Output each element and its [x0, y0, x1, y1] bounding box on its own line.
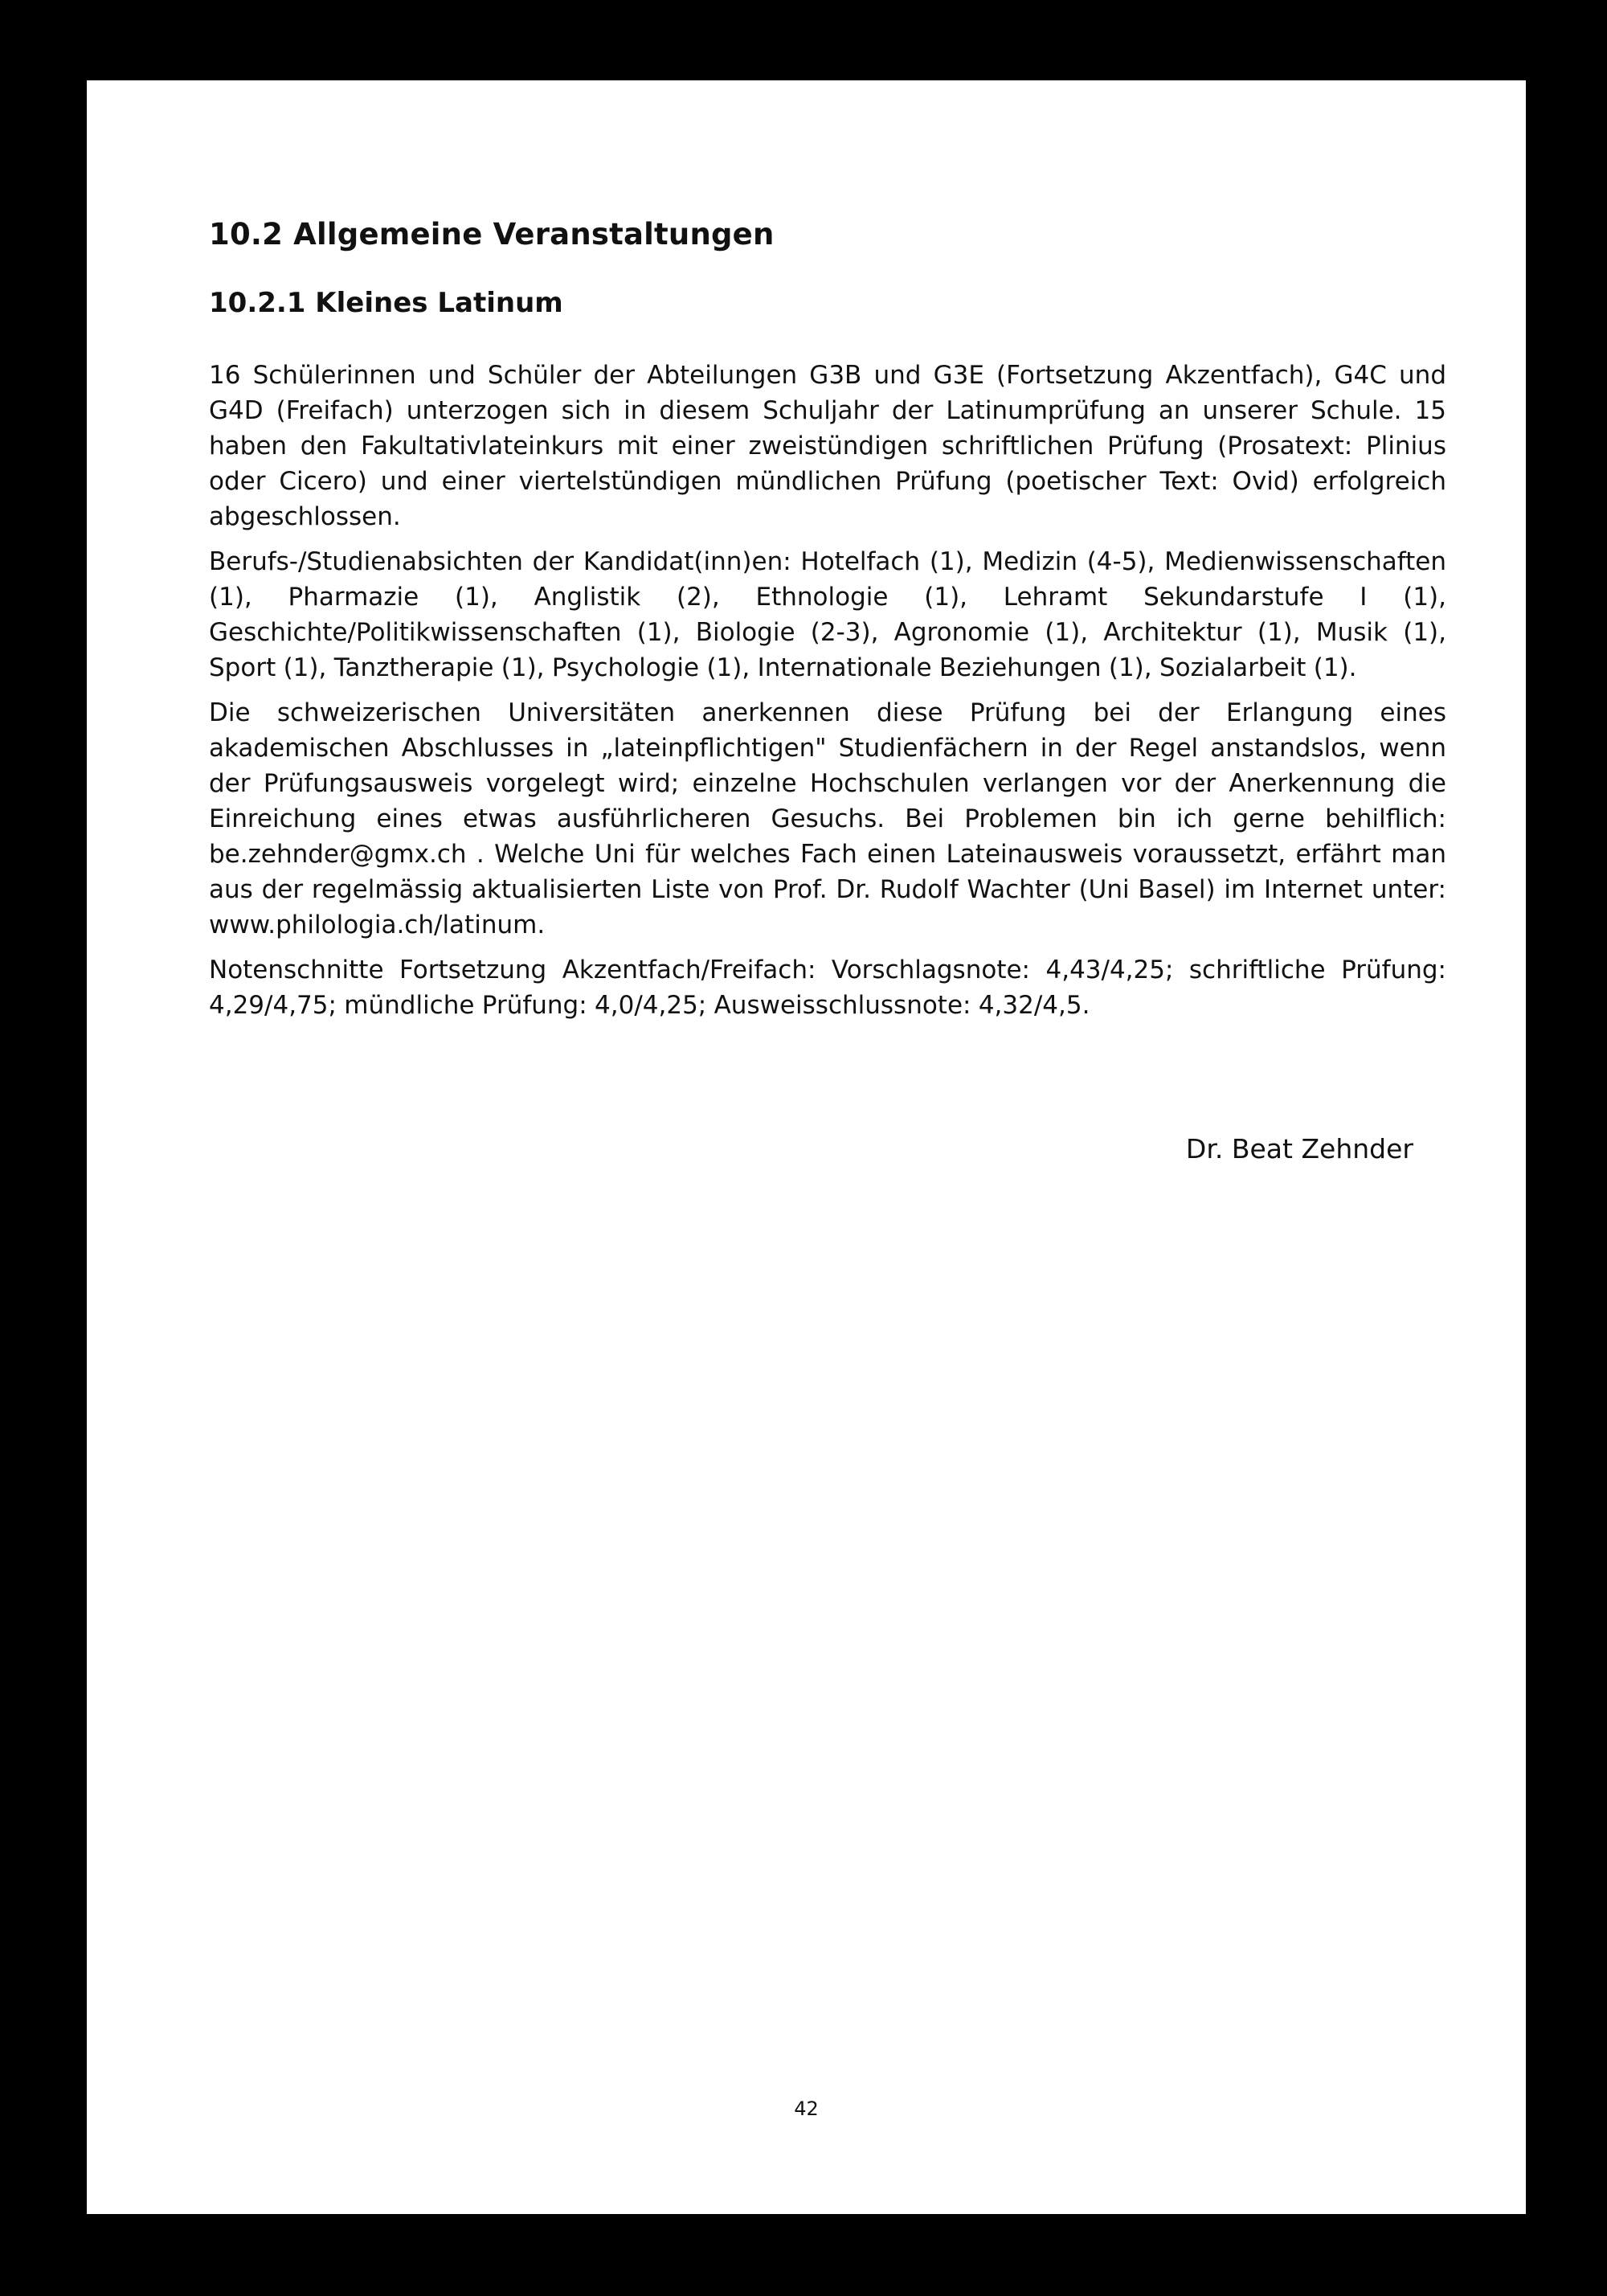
paragraph-recognition: Die schweizerischen Universitäten anerkennen diese Prüfung bei der Erlangung eines akademischen Abschlusses in „lateinpflichtigen" Studienfächern in der Regel anstandslos, wenn der Prüfungsausweis vorgelegt wird; einzelne Hochschulen verlangen vor der Anerkennung die Einreichung eines etwas ausführlicheren Gesuchs. Bei Problemen bin ich gerne behilflich: be.zehnder@gmx.ch . Welche Uni für welches Fach einen Lateinausweis voraussetzt, erfährt man aus der regelmässig aktualisierten Liste von Prof. Dr. Rudolf Wachter (Uni Basel) im Internet unter: www.philologia.ch/latinum.	[209, 698, 1446, 939]
page-number: 42	[794, 2098, 819, 2120]
author-signature: Dr. Beat Zehnder	[1185, 1133, 1413, 1164]
paragraph-grade-averages: Notenschnitte Fortsetzung Akzentfach/Freifach: Vorschlagsnote: 4,43/4,25; schriftliche Prüfung: 4,29/4,75; mündliche Prüfung: 4,0/4,25; Ausweisschlussnote: 4,32/4,5.	[209, 956, 1446, 1020]
subsection-heading: 10.2.1 Kleines Latinum	[209, 287, 563, 319]
paragraph-career-plans: Berufs-/Studienabsichten der Kandidat(inn)en: Hotelfach (1), Medizin (4-5), Medienwissenschaften (1), Pharmazie (1), Anglistik (2), Ethnologie (1), Lehramt Sekundarstufe I (1), Geschichte/Politikwissenschaften (1), Biologie (2-3), Agronomie (1), Architektur (1), Musik (1), Sport (1), Tanztherapie (1), Psychologie (1), Internationale Beziehungen (1), Sozialarbeit (1).	[209, 547, 1446, 682]
document-page	[87, 80, 1526, 2214]
page-content	[209, 217, 1446, 1033]
section-heading: 10.2 Allgemeine Veranstaltungen	[209, 217, 775, 252]
paragraph-exam-summary: 16 Schülerinnen und Schüler der Abteilungen G3B und G3E (Fortsetzung Akzentfach), G4C und G4D (Freifach) unterzogen sich in diesem Schuljahr der Latinumprüfung an unserer Schule. 15 haben den Fakultativlateinkurs mit einer zweistündigen schriftlichen Prüfung (Prosatext: Plinius oder Cicero) und einer viertelstündigen mündlichen Prüfung (poetischer Text: Ovid) erfolgreich abgeschlossen.	[209, 361, 1446, 531]
